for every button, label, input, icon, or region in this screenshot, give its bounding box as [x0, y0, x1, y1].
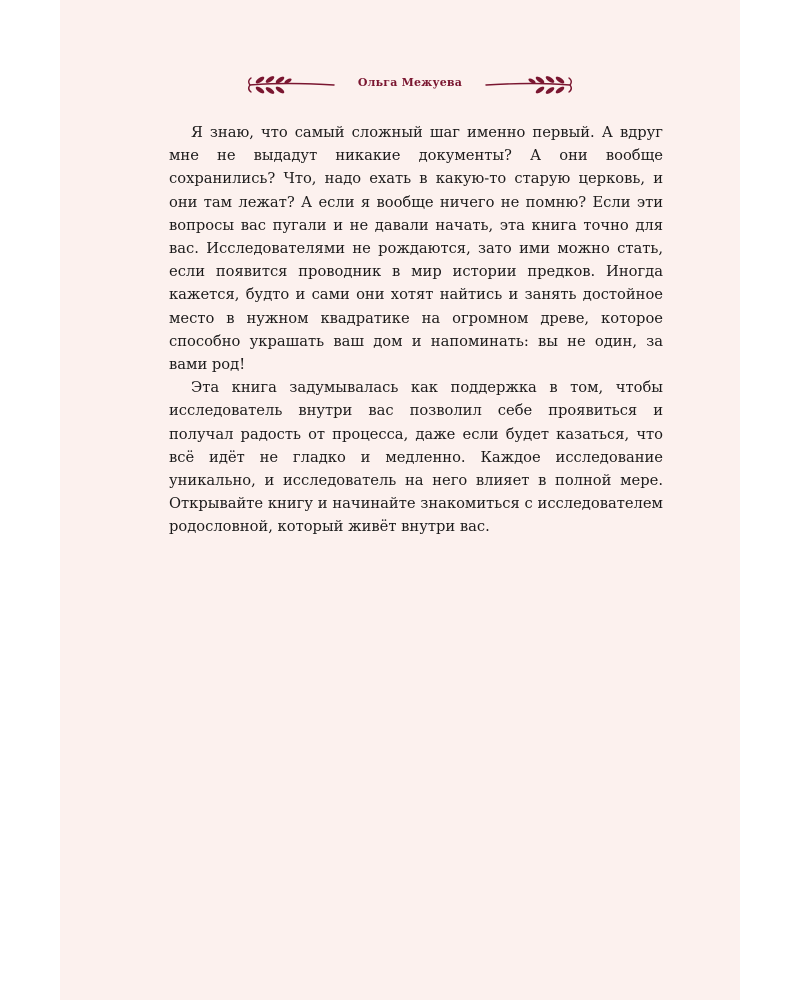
paragraph: Эта книга задумывалась как поддержка в том, чтобы исследователь внутри вас позволил себе проявиться и получал радость от процесса, даже если будет казаться, что всё идёт не гладко и медленно. Каждое исследование уникально, и исследователь на него влияет в полной мере. Открывайте книгу и начинайте знакомиться с исследователем родословной, который живёт внутри вас.	[169, 379, 663, 536]
body-text	[169, 121, 663, 539]
paragraph: Я знаю, что самый сложный шаг именно первый. А вдруг мне не выдадут никакие документы? А они вообще сохранились? Что, надо ехать в какую-то старую церковь, и они там лежат? А если я вообще ничего не помню? Если эти вопросы вас пугали и не давали начать, эта книга точно для вас. Исследователями не рождаются, зато ими можно стать, если появится проводник в мир истории предков. Иногда кажется, будто и сами они хотят найтись и занять достойное место в нужном квадратике на огромном древе, которое способно украшать ваш дом и напоминать: вы не один, за вами род!	[169, 124, 663, 374]
laurel-ornament-right-icon	[484, 72, 574, 98]
running-header	[60, 72, 740, 98]
laurel-ornament-left-icon	[246, 72, 336, 98]
author-name: Ольга Межуева	[357, 76, 463, 89]
book-page	[60, 0, 740, 1000]
